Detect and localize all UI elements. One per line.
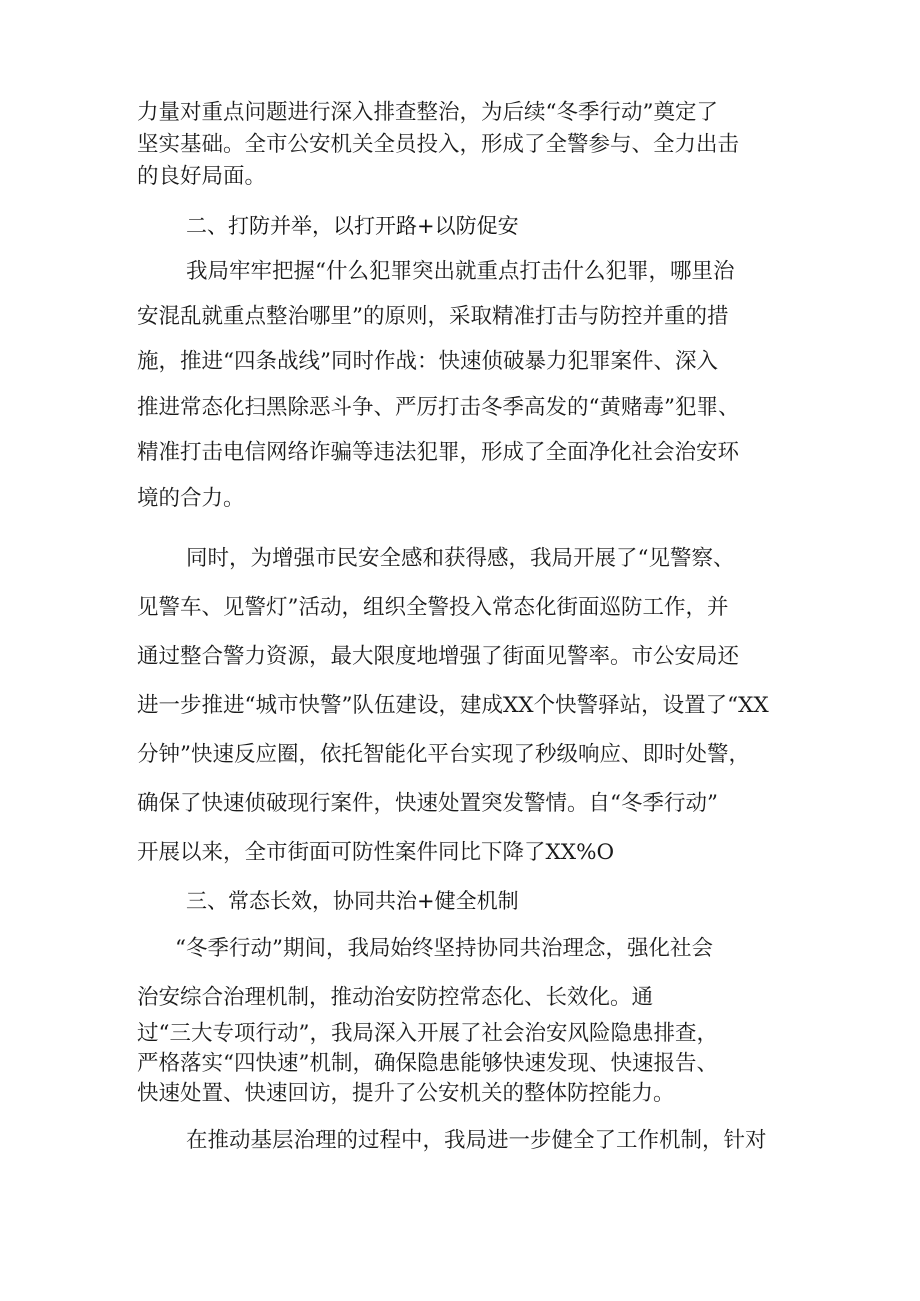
paragraph-3-line-5: 分钟”快速反应圈，依托智能化平台实现了秒级响应、即时处警， — [137, 742, 750, 767]
paragraph-3-line-1: 同时，为增强市民安全感和获得感，我局开展了“见警察、 — [186, 546, 735, 571]
paragraph-1-line-1: 力量对重点问题进行深入排查整治，为后续“冬季行动”奠定了 — [137, 100, 718, 125]
paragraph-4-line-3: 过“三大专项行动”，我局深入开展了社会治安风险隐患排查， — [137, 1021, 718, 1046]
paragraph-1-line-3: 的良好局面。 — [137, 164, 267, 189]
paragraph-4-line-4: 严格落实“四快速”机制，确保隐患能够快速发现、快速报告、 — [137, 1051, 718, 1076]
paragraph-2-line-6: 境的合力。 — [137, 486, 245, 511]
paragraph-2-line-3: 施，推进“四条战线”同时作战：快速侦破暴力犯罪案件、深入 — [137, 349, 718, 374]
paragraph-3-line-6: 确保了快速侦破现行案件，快速处置突发警情。自“冬季行动” — [137, 791, 718, 816]
paragraph-3-line-2: 见警车、见警灯”活动，组织全警投入常态化街面巡防工作，并 — [137, 595, 729, 620]
paragraph-3-line-4: 进一步推进“城市快警”队伍建设，建成XX个快警驿站，设置了“XX — [137, 693, 769, 718]
paragraph-2-line-5: 精准打击电信网络诈骗等违法犯罪，形成了全面净化社会治安环 — [137, 440, 740, 465]
paragraph-3-line-7: 开展以来，全市街面可防性案件同比下降了XX%O — [137, 840, 615, 865]
paragraph-3-line-3: 通过整合警力资源，最大限度地增强了街面见警率。市公安局还 — [137, 644, 740, 669]
paragraph-1-line-2: 坚实基础。全市公安机关全员投入，形成了全警参与、全力出击 — [137, 132, 740, 157]
section-heading-3: 三、常态长效，协同共治+健全机制 — [186, 889, 519, 913]
paragraph-4-line-1: “冬季行动”期间，我局始终坚持协同共治理念，强化社会 — [175, 936, 713, 961]
paragraph-4-line-5: 快速处置、快速回访，提升了公安机关的整体防控能力。 — [137, 1081, 675, 1106]
paragraph-5-line-1: 在推动基层治理的过程中，我局进一步健全了工作机制，针对 — [186, 1128, 767, 1153]
paragraph-2-line-1: 我局牢牢把握“什么犯罪突出就重点打击什么犯罪，哪里治 — [186, 259, 735, 284]
paragraph-2-line-4: 推进常态化扫黑除恶斗争、严厉打击冬季高发的“黄赌毒”犯罪、 — [137, 395, 740, 420]
paragraph-4-line-2: 治安综合治理机制，推动治安防控常态化、长效化。通 — [137, 985, 654, 1010]
section-heading-2: 二、打防并举，以打开路+以防促安 — [186, 214, 519, 238]
paragraph-2-line-2: 安混乱就重点整治哪里”的原则，采取精准打击与防控并重的措 — [137, 304, 729, 329]
